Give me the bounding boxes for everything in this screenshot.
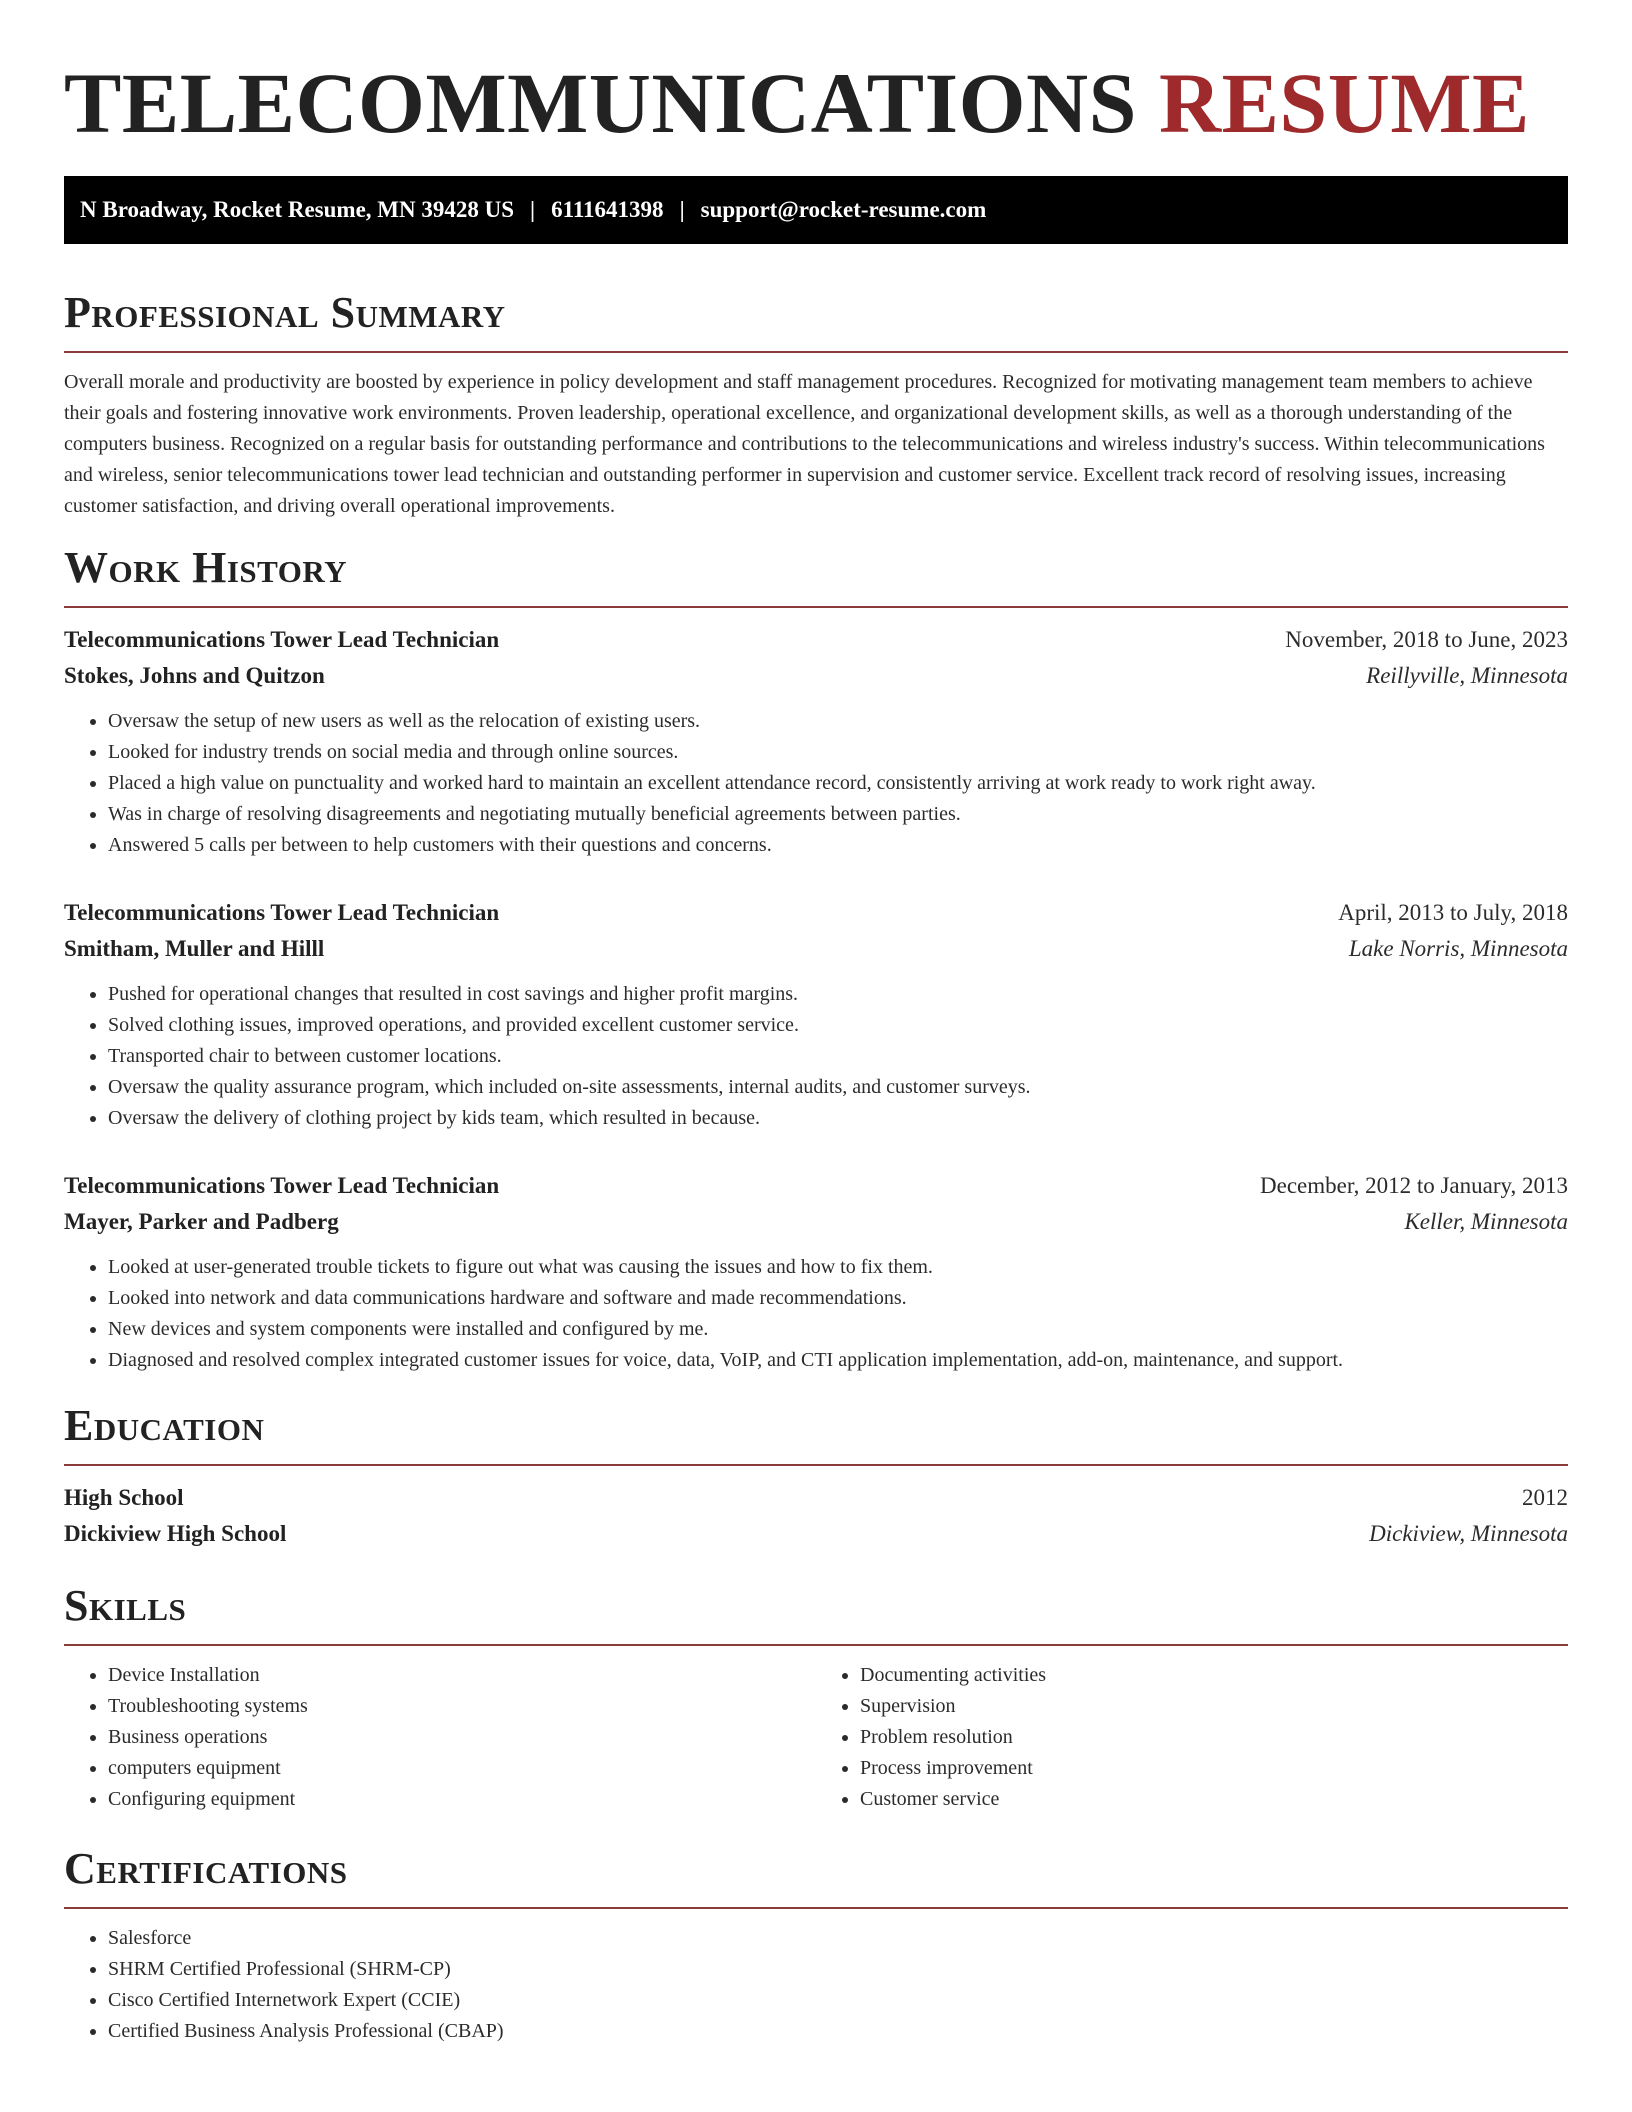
job-bullets [64, 1252, 1568, 1376]
skill-item: • Configuring equipment [108, 1784, 816, 1815]
job-bullet: • Looked for industry trends on social media and through online sources. [108, 737, 1568, 768]
certification-item: • Certified Business Analysis Professional (CBAP) [108, 2016, 1568, 2047]
job-location: Lake Norris, Minnesota [1348, 936, 1568, 961]
job-bullets [64, 706, 1568, 861]
skill-item: • Troubleshooting systems [108, 1691, 816, 1722]
job-bullet: • Looked at user-generated trouble tickets to figure out what was causing the issues and how to fix them. [108, 1252, 1568, 1283]
job-bullet: • Oversaw the setup of new users as well as the relocation of existing users. [108, 706, 1568, 737]
certifications-list [64, 1923, 1568, 2047]
education-heading: Education [64, 1401, 265, 1450]
section-divider [64, 1907, 1568, 1909]
job-bullet: • Looked into network and data communications hardware and software and made recommendations. [108, 1283, 1568, 1314]
skill-item: • Problem resolution [860, 1722, 1568, 1753]
contact-email: support@rocket-resume.com [700, 197, 987, 222]
job-header [64, 622, 1568, 658]
title-main: TELECOMMUNICATIONS [64, 55, 1137, 151]
job-header [64, 1168, 1568, 1204]
job-subheader [64, 931, 1568, 967]
work-history-section [64, 542, 1568, 1376]
job-subheader [64, 1204, 1568, 1240]
job-company: Stokes, Johns and Quitzon [64, 663, 325, 688]
job-bullet: • Transported chair to between customer locations. [108, 1041, 1568, 1072]
education-subheader [64, 1516, 1568, 1552]
summary-heading: Professional Summary [64, 288, 506, 337]
job-bullet: • Solved clothing issues, improved operations, and provided excellent customer service. [108, 1010, 1568, 1041]
job-entry [64, 895, 1568, 1134]
job-dates: April, 2013 to July, 2018 [1338, 900, 1568, 925]
job-entry [64, 622, 1568, 861]
skill-item: • Business operations [108, 1722, 816, 1753]
skill-item: • Supervision [860, 1691, 1568, 1722]
education-location: Dickiview, Minnesota [1369, 1521, 1568, 1546]
education-degree: High School [64, 1485, 184, 1510]
section-divider [64, 606, 1568, 608]
contact-separator: | [530, 197, 536, 222]
certification-item: • SHRM Certified Professional (SHRM-CP) [108, 1954, 1568, 1985]
job-header [64, 895, 1568, 931]
job-location: Keller, Minnesota [1404, 1209, 1568, 1234]
skill-item: • Documenting activities [860, 1660, 1568, 1691]
job-location: Reillyville, Minnesota [1366, 663, 1568, 688]
certifications-section [64, 1843, 1568, 2047]
skill-item: • Process improvement [860, 1753, 1568, 1784]
skills-columns [64, 1660, 1568, 1815]
education-year: 2012 [1522, 1485, 1568, 1510]
skills-section [64, 1580, 1568, 1815]
job-subheader [64, 658, 1568, 694]
section-divider [64, 1464, 1568, 1466]
skills-list-right [816, 1660, 1568, 1815]
title-accent: RESUME [1158, 55, 1530, 151]
contact-bar [64, 176, 1568, 244]
job-title: Telecommunications Tower Lead Technician [64, 627, 500, 652]
certification-item: • Salesforce [108, 1923, 1568, 1954]
contact-separator: | [679, 197, 685, 222]
job-dates: December, 2012 to January, 2013 [1260, 1173, 1568, 1198]
job-bullet: • New devices and system components were installed and configured by me. [108, 1314, 1568, 1345]
skill-item: • Device Installation [108, 1660, 816, 1691]
summary-text: Overall morale and productivity are boosted by experience in policy development and staff management procedures. Recognized for motivating management team members to achieve their goals and fostering innovative work environments. Proven leadership, operational excellence, and organizational development skills, as well as a thorough understanding of the computers business. Recognized on a regular basis for outstanding performance and contributions to the telecommunications and wireless industry's success. Within telecommunications and wireless, senior telecommunications tower lead technician and outstanding performer in supervision and customer service. Excellent track record of resolving issues, increasing customer satisfaction, and driving overall operational improvements. [64, 371, 1545, 517]
work-history-heading: Work History [64, 543, 348, 592]
section-divider [64, 1644, 1568, 1646]
section-divider [64, 351, 1568, 353]
job-title: Telecommunications Tower Lead Technician [64, 900, 500, 925]
education-section [64, 1400, 1568, 1552]
job-bullet: • Pushed for operational changes that resulted in cost savings and higher profit margins. [108, 979, 1568, 1010]
education-header [64, 1480, 1568, 1516]
certification-item: • Cisco Certified Internetwork Expert (CCIE) [108, 1985, 1568, 2016]
job-dates: November, 2018 to June, 2023 [1285, 627, 1568, 652]
job-bullet: • Oversaw the quality assurance program, which included on-site assessments, internal audits, and customer surveys. [108, 1072, 1568, 1103]
job-title: Telecommunications Tower Lead Technician [64, 1173, 500, 1198]
certifications-heading: Certifications [64, 1844, 348, 1893]
job-bullet: • Diagnosed and resolved complex integrated customer issues for voice, data, VoIP, and CTI application implementation, add-on, maintenance, and support. [108, 1345, 1568, 1376]
job-company: Smitham, Muller and Hilll [64, 936, 325, 961]
skill-item: • computers equipment [108, 1753, 816, 1784]
job-bullets [64, 979, 1568, 1134]
job-bullet: • Was in charge of resolving disagreements and negotiating mutually beneficial agreements between parties. [108, 799, 1568, 830]
contact-address: N Broadway, Rocket Resume, MN 39428 US [80, 197, 515, 222]
skill-item: • Customer service [860, 1784, 1568, 1815]
summary-section [64, 287, 1568, 522]
contact-phone: 6111641398 [551, 197, 664, 222]
education-school: Dickiview High School [64, 1521, 287, 1546]
job-bullet: • Answered 5 calls per between to help customers with their questions and concerns. [108, 830, 1568, 861]
skills-list-left [64, 1660, 816, 1815]
job-entry [64, 1168, 1568, 1376]
skills-heading: Skills [64, 1581, 187, 1630]
job-company: Mayer, Parker and Padberg [64, 1209, 339, 1234]
job-bullet: • Oversaw the delivery of clothing project by kids team, which resulted in because. [108, 1103, 1568, 1134]
job-bullet: • Placed a high value on punctuality and worked hard to maintain an excellent attendance record, consistently arriving at work ready to work right away. [108, 768, 1568, 799]
resume-title [64, 55, 1568, 151]
